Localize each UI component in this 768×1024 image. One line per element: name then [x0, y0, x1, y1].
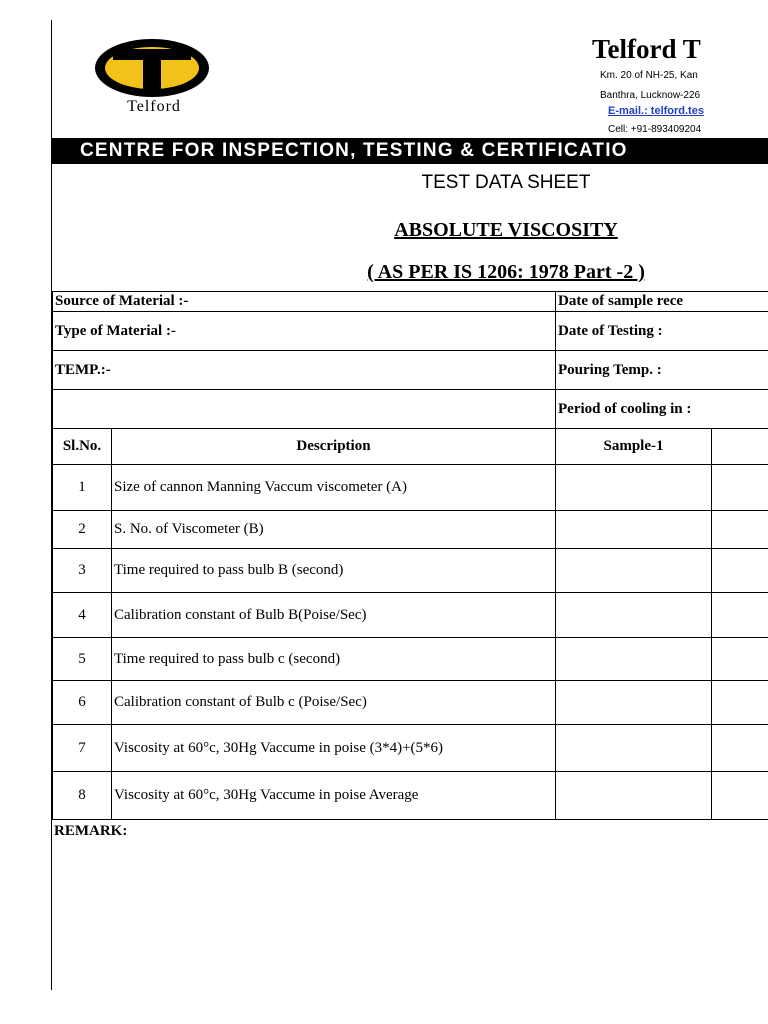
- logo-text: Telford: [127, 98, 181, 115]
- testing-date-label: Date of Testing :: [556, 312, 768, 351]
- row-description: S. No. of Viscometer (B): [112, 511, 556, 549]
- sheet-title: TEST DATA SHEET: [421, 172, 591, 193]
- row-number: 4: [53, 593, 112, 638]
- centre-banner: CENTRE FOR INSPECTION, TESTING & CERTIFICATIO: [52, 138, 768, 164]
- blank-cell: [712, 429, 768, 465]
- description-header: Description: [112, 429, 556, 465]
- blank-cell: [53, 390, 556, 429]
- cooling-period-label: Period of cooling in :: [556, 390, 768, 429]
- sl-no-header: Sl.No.: [53, 429, 112, 465]
- table-row: [53, 511, 768, 549]
- row-number: 5: [53, 638, 112, 681]
- row-number: 7: [53, 725, 112, 772]
- temp-label: TEMP.:-: [53, 351, 556, 390]
- info-row: [53, 351, 768, 390]
- sample-1-value: [556, 549, 712, 593]
- type-of-material-label: Type of Material :-: [53, 312, 556, 351]
- row-number: 3: [53, 549, 112, 593]
- table-header-row: [53, 429, 768, 465]
- table-row: [53, 593, 768, 638]
- sample-1-value: [556, 511, 712, 549]
- row-number: 8: [53, 772, 112, 820]
- email-link[interactable]: E-mail.: telford.tes: [608, 105, 704, 117]
- sample-1-value: [556, 725, 712, 772]
- row-description: Calibration constant of Bulb B(Poise/Sec): [112, 593, 556, 638]
- sample-1-value: [556, 465, 712, 511]
- blank-cell: [712, 725, 768, 772]
- row-description: Viscosity at 60°c, 30Hg Vaccume in poise (3*4)+(5*6): [112, 725, 556, 772]
- remark-label: REMARK:: [54, 823, 128, 839]
- blank-cell: [712, 549, 768, 593]
- table-row: [53, 681, 768, 725]
- info-row: [53, 292, 768, 312]
- blank-cell: [712, 511, 768, 549]
- row-description: Time required to pass bulb c (second): [112, 638, 556, 681]
- table-row: [53, 725, 768, 772]
- row-description: Size of cannon Manning Vaccum viscometer (A): [112, 465, 556, 511]
- row-number: 2: [53, 511, 112, 549]
- address-line-2: Banthra, Lucknow-226: [600, 90, 701, 101]
- test-data-sheet: [51, 20, 768, 990]
- info-row: [53, 390, 768, 429]
- blank-cell: [712, 638, 768, 681]
- standard-reference: ( AS PER IS 1206: 1978 Part -2 ): [367, 261, 645, 283]
- cell-number: Cell: +91-893409204: [608, 124, 702, 135]
- sample-received-label: Date of sample rece: [556, 292, 768, 312]
- row-description: Time required to pass bulb B (second): [112, 549, 556, 593]
- table-row: [53, 465, 768, 511]
- sample-1-header: Sample-1: [556, 429, 712, 465]
- table-row: [53, 549, 768, 593]
- row-number: 1: [53, 465, 112, 511]
- blank-cell: [712, 681, 768, 725]
- sample-1-value: [556, 772, 712, 820]
- row-number: 6: [53, 681, 112, 725]
- test-title: ABSOLUTE VISCOSITY: [394, 219, 618, 241]
- info-row: [53, 312, 768, 351]
- sample-1-value: [556, 681, 712, 725]
- table-row: [53, 772, 768, 820]
- blank-cell: [712, 593, 768, 638]
- sample-1-value: [556, 593, 712, 638]
- address-line-1: Km. 20 of NH-25, Kan: [600, 70, 698, 81]
- table-row: [53, 638, 768, 681]
- data-table: [52, 291, 768, 820]
- row-description: Calibration constant of Bulb c (Poise/Sec): [112, 681, 556, 725]
- company-name: Telford T: [592, 34, 701, 64]
- source-of-material-label: Source of Material :-: [53, 292, 556, 312]
- blank-cell: [712, 465, 768, 511]
- blank-cell: [712, 772, 768, 820]
- sample-1-value: [556, 638, 712, 681]
- row-description: Viscosity at 60°c, 30Hg Vaccume in poise Average: [112, 772, 556, 820]
- pouring-temp-label: Pouring Temp. :: [556, 351, 768, 390]
